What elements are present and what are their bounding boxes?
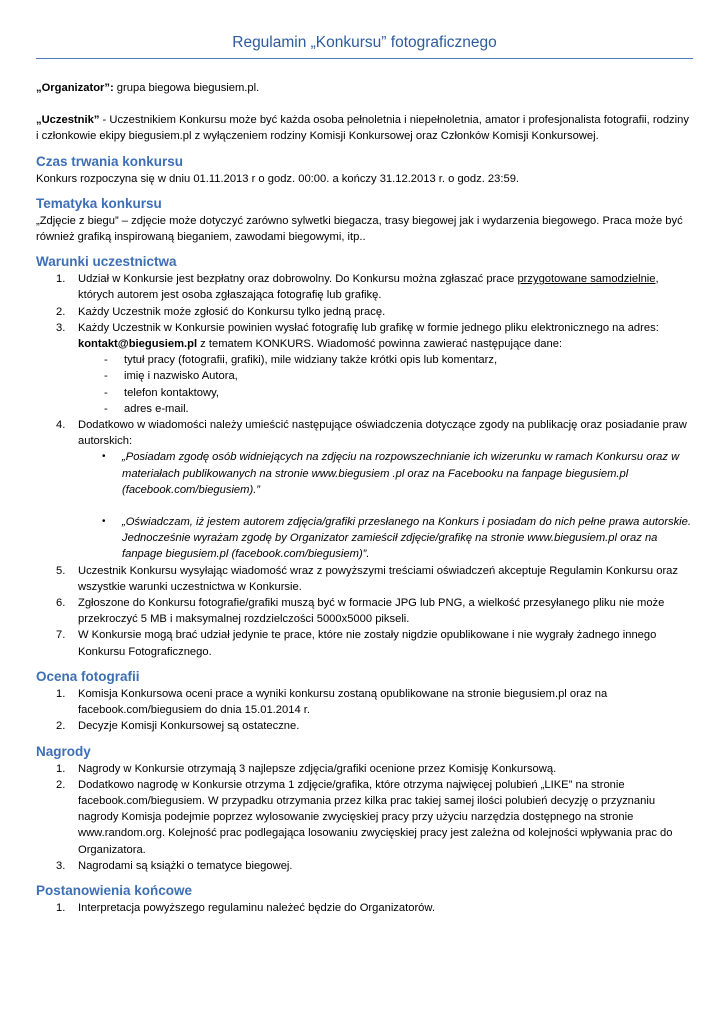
list-item <box>36 761 693 777</box>
sub-item-text: tytuł pracy (fotografii, grafiki), mile widziany także krótki opis lub komentarz, <box>124 354 498 367</box>
statement-text: „Posiadam zgodę osób widniejących na zdjęciu na rozpowszechnianie ich wizerunku w ramach Konkursu oraz w materiałach publikowanych na stronie www.biegusiem .pl oraz na Facebooku na fanpage biegusiem.pl (facebook.com/biegusiem).” <box>122 451 680 496</box>
list-item <box>36 858 693 874</box>
warunki-list-end <box>36 563 693 660</box>
list-number: 5. <box>56 564 66 577</box>
list-item <box>36 368 693 384</box>
heading-warunki: Warunki uczestnictwa <box>36 254 177 270</box>
postanowienia-item1: Interpretacja powyższego regulaminu należeć będzie do Organizatorów. <box>78 901 435 914</box>
section-nagrody <box>36 743 693 874</box>
list-item <box>36 304 693 320</box>
heading-ocena: Ocena fotografii <box>36 668 140 684</box>
list-number: 3. <box>56 859 66 872</box>
dash-marker: - <box>104 354 108 367</box>
title-divider <box>36 58 693 59</box>
section-postanowienia <box>36 882 693 916</box>
list-number: 1. <box>56 901 66 914</box>
list-number: 6. <box>56 597 66 610</box>
sub-item-text: imię i nazwisko Autora, <box>124 370 238 383</box>
list-number: 1. <box>56 762 66 775</box>
definition-organizator <box>36 80 693 96</box>
heading-czas: Czas trwania konkursu <box>36 153 184 169</box>
list-item <box>36 449 693 498</box>
list-item <box>36 401 693 417</box>
uczestnik-term: „Uczestnik” <box>36 114 100 127</box>
bullet-marker: • <box>102 451 106 463</box>
list-item <box>36 595 693 627</box>
warunki-item5: Uczestnik Konkursu wysyłając wiadomość wraz z powyższymi treściami oświadczeń akceptuje Regulamin Konkursu oraz wszystkie warunki uczestnictwa w Konkursie. <box>78 564 679 593</box>
list-number: 4. <box>56 419 66 432</box>
list-number: 2. <box>56 778 66 791</box>
list-item <box>36 686 693 718</box>
heading-postanowienia: Postanowienia końcowe <box>36 882 193 898</box>
sub-item-text: adres e-mail. <box>124 402 189 415</box>
list-item <box>36 900 693 916</box>
postanowienia-list <box>36 900 693 916</box>
nagrody-item3: Nagrodami są książki o tematyce biegowej. <box>78 859 293 872</box>
list-item <box>36 385 693 401</box>
list-item <box>36 718 693 734</box>
warunki-item1-underlined: przygotowane samodzielnie <box>517 273 656 286</box>
list-item <box>36 627 693 659</box>
organizator-term: „Organizator”: <box>36 82 114 94</box>
dash-marker: - <box>104 370 108 383</box>
warunki-item6: Zgłoszone do Konkursu fotografie/grafiki muszą być w formacie JPG lub PNG, a wielkość przesyłanego pliku nie może przekroczyć 5 MB i maksymalnej rozdzielczości 5000x5000 pikseli. <box>78 597 665 626</box>
warunki-item1-b: , których autorem jest osoba zgłaszająca fotografię lub grafikę. <box>78 273 659 302</box>
list-number: 2. <box>56 720 66 733</box>
ocena-item2: Decyzje Komisji Konkursowej są ostateczne. <box>78 720 300 733</box>
warunki-item7: W Konkursie mogą brać udział jedynie te prace, które nie zostały nigdzie opublikowane i nie wygrały żadnego innego Konkursu Fotograficznego. <box>78 629 657 658</box>
statement-text: „Oświadczam, iż jestem autorem zdjęcia/grafiki przesłanego na Konkurs i posiadam do nich pełne prawa autorskie. Jednocześnie wyrażam zgodę by Organizator zamieścił zdjęcie/grafikę na stronie www.biegusiem.pl oraz na fanpage biegusiem.pl (facebook.com/biegusiem)”. <box>122 516 691 561</box>
list-number: 2. <box>56 305 66 318</box>
dash-marker: - <box>104 386 108 399</box>
czas-text: Konkurs rozpoczyna się w dniu 01.11.2013 r o godz. 00:00. a kończy 31.12.2013 r. o godz. 23:59. <box>36 172 520 185</box>
section-tematyka <box>36 195 693 245</box>
list-number: 7. <box>56 629 66 642</box>
section-ocena <box>36 668 693 735</box>
tematyka-text: „Zdjęcie z biegu” – zdjęcie może dotyczyć zarówno sylwetki biegacza, trasy biegowej jak i wydarzenia biegowego. Praca może być również grafiką inspirowaną bieganiem, zawodami biegowymi, itp.. <box>36 214 683 244</box>
list-item <box>36 417 693 449</box>
section-warunki <box>36 253 693 660</box>
list-item <box>36 563 693 595</box>
list-item <box>36 352 693 368</box>
ocena-list <box>36 686 693 735</box>
list-number: 1. <box>56 273 66 286</box>
heading-tematyka: Tematyka konkursu <box>36 195 162 211</box>
list-item <box>36 320 693 352</box>
nagrody-item2: Dodatkowo nagrodę w Konkursie otrzyma 1 zdjęcie/grafika, które otrzyma najwięcej polubień „LIKE” na stronie facebook.com/biegusiem. W przypadku otrzymania przez kilka prac takiej samej ilości polubień decyzję o przyznaniu nagrody Komisja podejmie poprzez wylosowanie zwycięskiej pracy przy użyciu narzędzia dostępnego na stronie www.random.org. Kolejność prac podlegająca losowaniu zwycięskiej pracy jest zależna od kolejności wpływania prac do Organizatora. <box>78 778 673 856</box>
document-body <box>36 80 693 916</box>
ocena-item1: Komisja Konkursowa oceni prace a wyniki konkursu zostaną opublikowane na stronie biegusiem.pl oraz na facebook.com/biegusiem do dnia 15.01.2014 r. <box>78 687 608 717</box>
uczestnik-text: - Uczestnikiem Konkursu może być każda osoba pełnoletnia i niepełnoletnia, amator i profesjonalista fotografii, rodziny i członkowie ekipy biegusiem.pl z wyłączeniem rodziny Komisji Konkursowej oraz Członków Komisji Konkursowej. <box>36 114 689 143</box>
warunki-item4: Dodatkowo w wiadomości należy umieścić następujące oświadczenia dotyczące zgody na publikację oraz posiadanie praw autorskich: <box>78 419 687 448</box>
nagrody-item1: Nagrody w Konkursie otrzymają 3 najlepsze zdjęcia/grafiki ocenione przez Komisję Konkursową. <box>78 762 557 775</box>
dash-marker: - <box>104 402 108 415</box>
heading-nagrody: Nagrody <box>36 743 91 759</box>
organizator-text: grupa biegowa biegusiem.pl. <box>113 82 260 94</box>
sub-item-text: telefon kontaktowy, <box>124 386 219 399</box>
section-czas <box>36 153 693 187</box>
warunki-item1-a: Udział w Konkursie jest bezpłatny oraz dobrowolny. Do Konkursu można zgłaszać prace <box>78 273 518 286</box>
warunki-item2: Każdy Uczestnik może zgłosić do Konkursu tylko jedną pracę. <box>78 305 386 318</box>
list-number: 3. <box>56 321 66 334</box>
contact-email: kontakt@biegusiem.pl <box>78 338 198 351</box>
statements-list <box>36 449 693 562</box>
definition-uczestnik <box>36 112 693 144</box>
warunki-item3-b: z tematem KONKURS. Wiadomość powinna zawierać następujące dane: <box>197 338 563 351</box>
warunki-list <box>36 271 693 352</box>
warunki-list-cont <box>36 417 693 449</box>
bullet-marker: • <box>102 516 106 528</box>
list-item <box>36 777 693 858</box>
list-item <box>36 271 693 303</box>
warunki-item3-a: Każdy Uczestnik w Konkursie powinien wysłać fotografię lub grafikę w formie jednego pliku elektronicznego na adres: <box>78 321 659 334</box>
required-data-list <box>36 352 693 417</box>
list-item <box>36 514 693 563</box>
document-title: Regulamin „Konkursu” fotograficznego <box>232 34 497 51</box>
nagrody-list <box>36 761 693 874</box>
list-number: 1. <box>56 687 66 700</box>
